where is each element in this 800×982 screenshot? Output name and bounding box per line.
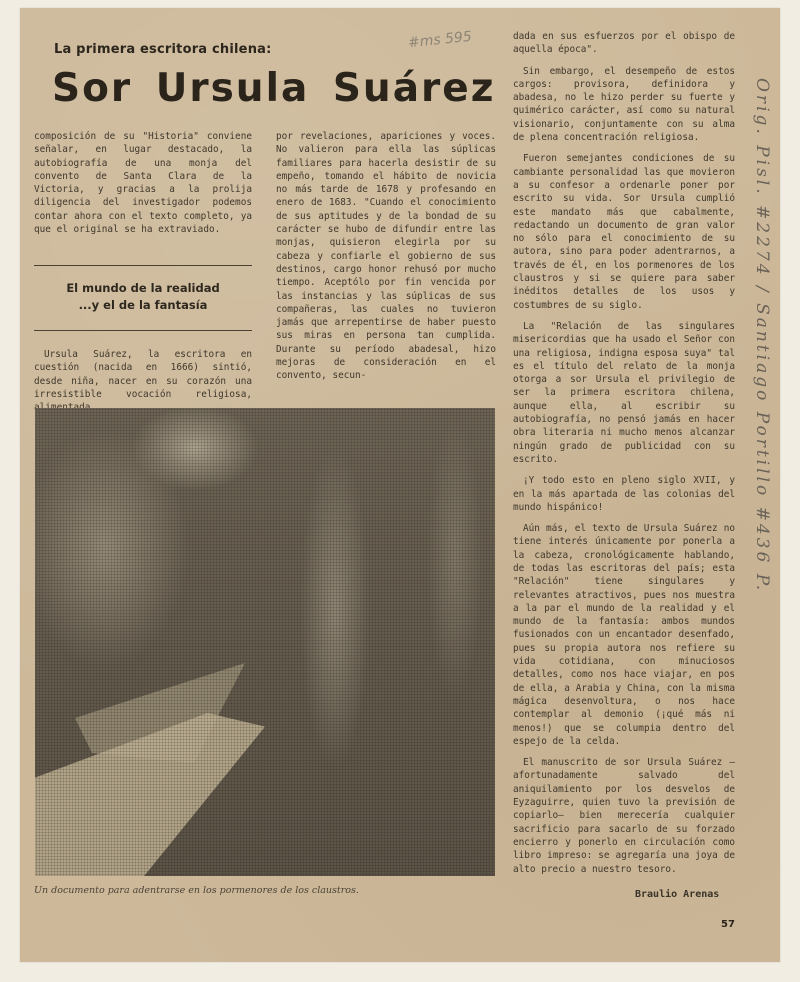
paragraph: dada en sus esfuerzos por el obispo de aquella época". [513,31,735,56]
column-3 [513,30,735,884]
paragraph: Aún más, el texto de Ursula Suárez no tiene interés únicamente por ponerla a la cabeza, cronológicamente hablando, de todas las escritoras del país; esta "Relación" tiene singulares y relevantes atractivos, pues nos muestra a la par el mundo de la realidad y el mundo de la fantasía: ambos mundos fusionados con un encantador desenfado, pues su propia autora nos refiere su vida cotidiana, con minuciosos detalles, como nos hace viajar, en pos de ella, a Arabia y China, con la misma mágica desenvoltura, o nos hace contemplar al demonio (¡qué más ni menos!) que se columpia dentro del espejo de la celda. [513,523,735,747]
article-kicker: La primera escritora chilena: [54,42,272,57]
paragraph: Ursula Suárez, la escritora en cuestión (nacida en 1666) sintió, desde niña, nacer en su corazón una irresistible vocación religiosa, [34,349,252,400]
paragraph: Sin embargo, el desempeño de estos cargos: provisora, definidora y abadesa, no le hizo perder su fuerte y quimérico carácter, así como su natural visionario, conjuntamente con su alma de plena concentración religiosa. [513,65,735,144]
paragraph: El manuscrito de sor Ursula Suárez —afortunadamente salvado del aniquilamiento por los desvelos de Eyzaguirre, quien tuvo la previsión de copiarlo— bien merecería cualquier sacrificio para sacarlo de su forzado encierro y ponerlo en circulación como libro impreso: se agregaría una joya de alto precio a nuestro tesoro. [513,757,735,875]
paragraph: composición de su "Historia" conviene señalar, en lugar destacado, la autobiografía de una monja del convento de Santa Clara de la Victoria, y gracias a la prolija diligencia del investigador podemos contar ahora con el texto completo, ya que el original se ha extraviado. [34,131,252,236]
column-1-top [34,130,252,244]
paragraph: ¡Y todo esto en pleno siglo XVII, y en la más apartada de las colonias del mundo hispánico! [513,475,735,513]
column-2 [276,130,496,391]
paragraph: La "Relación de las singulares misericordias que ha usado el Señor con una religiosa, indigna esposa suya" tal es el título del relato de la monja otorga a sor Ursula el privilegio de ser la primera escritora chilena, aunque ella, al escribir su autobiografía, no pensó jamás en hacer obra literaria ni mucho menos alcanzar ningún grado de publicidad con su escrito. [513,320,735,465]
paragraph: por revelaciones, apariciones y voces. No valieron para ella las súplicas familiares para hacerla desistir de su empeño, tomando el hábito de novicia no más tarde de 1678 y profesando en enero de 1683. "Cuando el conocimiento de sus aptitudes y de la bondad de su carácter se hubo de difundir entre las monjas, quisieron elegirla por su cabeza y confiarle el gobierno de sus destinos, cargo honor rehusó por mucho tiempo. Aceptólo por fin vencida por las instancias y las súplicas de sus compañeras, las cuales no tuvieron jamás que arrepentirse de haber puesto sus miras en persona tan cumplida. Durante su período abadesal, hizo mejoras de consideración en el convento, secun- [276,131,496,382]
article-headline: Sor Ursula Suárez [52,66,496,111]
article-photo [35,408,495,876]
catalog-mark: #ms 595 [407,28,473,52]
subhead-line-1: El mundo de la realidad [66,281,220,295]
halftone-texture [35,408,495,876]
subhead-line-2: ...y el de la fantasía [78,298,208,312]
margin-handwriting: Orig. Pisl. #2274 / Santiago Portillo #436 P. [752,78,772,594]
author-byline: Braulio Arenas [635,889,720,900]
section-subhead [34,265,252,331]
page-number: 57 [721,919,735,930]
paragraph: Fueron semejantes condiciones de su cambiante personalidad las que movieron a su confesor a ordenarle poner por escrito su vida. Sor Ursula cumplió este mandato más que cabalmente, redactando un documento de gran valor no sólo para el conocimiento de su autora, sino para poder adentrarnos, a través de él, en los pormenores de los claustros y si se quiere para saber inéditos detalles de los usos y costumbres de su siglo. [513,153,735,311]
photo-caption: Un documento para adentrarse en los pormenores de los claustros. [34,885,359,896]
